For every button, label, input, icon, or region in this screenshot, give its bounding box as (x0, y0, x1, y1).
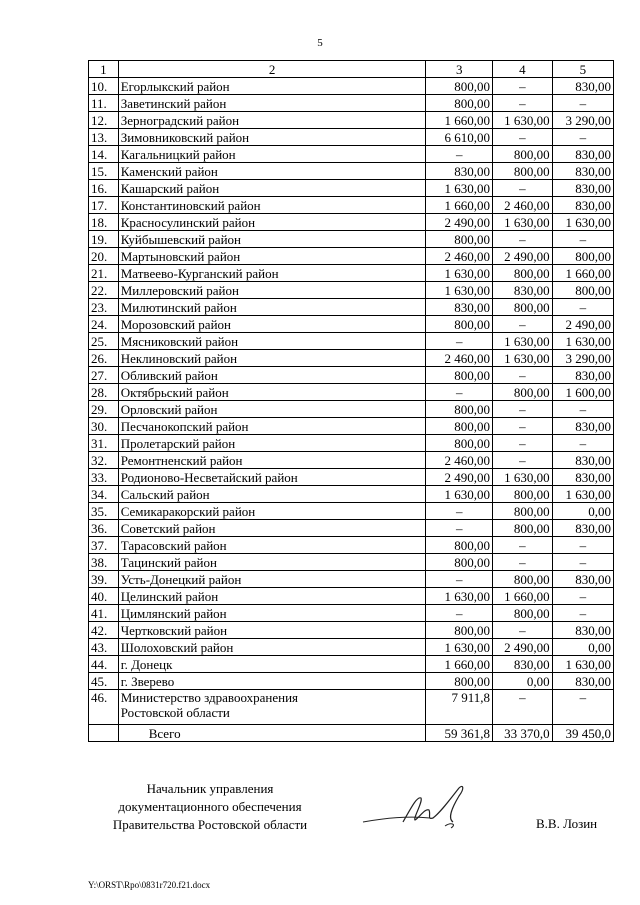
row-number-cell: 16. (89, 180, 119, 197)
column-5-value: 800,00 (552, 248, 613, 265)
district-name-cell: Сальский район (118, 486, 426, 503)
column-4-value: 1 630,00 (493, 350, 553, 367)
district-name-cell: Неклиновский район (118, 350, 426, 367)
header-cell: 2 (118, 61, 426, 78)
table-row (89, 486, 614, 503)
column-5-value: 2 490,00 (552, 316, 613, 333)
signatory-title-line: Начальник управления (146, 781, 274, 796)
empty-cell (89, 725, 119, 742)
column-5-value: 830,00 (552, 418, 613, 435)
district-name-cell: г. Зверево (118, 673, 426, 690)
row-number-cell: 37. (89, 537, 119, 554)
table-row (89, 469, 614, 486)
table-row (89, 605, 614, 622)
table-row (89, 401, 614, 418)
header-cell: 1 (89, 61, 119, 78)
total-label: Всего (118, 725, 426, 742)
district-name-cell: Песчанокопский район (118, 418, 426, 435)
row-number-cell: 44. (89, 656, 119, 673)
column-4-value: 800,00 (493, 503, 553, 520)
table-row (89, 418, 614, 435)
row-number-cell: 10. (89, 78, 119, 95)
table-row (89, 112, 614, 129)
row-number-cell: 32. (89, 452, 119, 469)
row-number-cell: 12. (89, 112, 119, 129)
table-row (89, 367, 614, 384)
column-5-value: 800,00 (552, 282, 613, 299)
column-4-value: 800,00 (493, 486, 553, 503)
column-5-value: – (552, 690, 613, 725)
column-5-value: 830,00 (552, 163, 613, 180)
column-4-value: – (493, 435, 553, 452)
row-number-cell: 15. (89, 163, 119, 180)
column-3-value: 800,00 (426, 435, 493, 452)
column-3-value: 1 660,00 (426, 656, 493, 673)
row-number-cell: 46. (89, 690, 119, 725)
row-number-cell: 20. (89, 248, 119, 265)
column-4-value: 1 630,00 (493, 469, 553, 486)
column-4-value: 800,00 (493, 384, 553, 401)
row-number-cell: 31. (89, 435, 119, 452)
table-row (89, 95, 614, 112)
column-4-value: – (493, 690, 553, 725)
column-3-value: 800,00 (426, 673, 493, 690)
column-5-value: – (552, 95, 613, 112)
column-3-value: 800,00 (426, 231, 493, 248)
column-4-value: 1 630,00 (493, 214, 553, 231)
signatory-title-line: документационного обеспечения (118, 799, 302, 814)
table-row (89, 231, 614, 248)
district-name-cell: Мясниковский район (118, 333, 426, 350)
table-row (89, 673, 614, 690)
column-4-value: 800,00 (493, 299, 553, 316)
column-3-value: 830,00 (426, 163, 493, 180)
district-name-cell: Советский район (118, 520, 426, 537)
total-column-5: 39 450,0 (552, 725, 613, 742)
district-name-cell: Егорлыкский район (118, 78, 426, 95)
column-4-value: – (493, 418, 553, 435)
column-4-value: 1 630,00 (493, 112, 553, 129)
row-number-cell: 23. (89, 299, 119, 316)
column-4-value: 0,00 (493, 673, 553, 690)
column-4-value: 830,00 (493, 656, 553, 673)
row-number-cell: 29. (89, 401, 119, 418)
column-5-value: 830,00 (552, 367, 613, 384)
column-4-value: – (493, 537, 553, 554)
total-row (89, 725, 614, 742)
district-name-cell: Шолоховский район (118, 639, 426, 656)
row-number-cell: 40. (89, 588, 119, 605)
table-row (89, 384, 614, 401)
row-number-cell: 45. (89, 673, 119, 690)
column-5-value: 830,00 (552, 146, 613, 163)
district-name-cell: Кашарский район (118, 180, 426, 197)
table-row (89, 690, 614, 725)
file-path: Y:\ORST\Rpo\0831r720.f21.docx (88, 880, 211, 890)
column-4-value: 830,00 (493, 282, 553, 299)
district-name-cell: Октябрьский район (118, 384, 426, 401)
column-3-value: 2 460,00 (426, 248, 493, 265)
district-name-cell: Зимовниковский район (118, 129, 426, 146)
column-3-value: 1 630,00 (426, 265, 493, 282)
table-row (89, 452, 614, 469)
district-name-cell: Куйбышевский район (118, 231, 426, 248)
district-name-cell: г. Донецк (118, 656, 426, 673)
district-name-cell: Орловский район (118, 401, 426, 418)
column-5-value: 830,00 (552, 673, 613, 690)
column-3-value: 800,00 (426, 401, 493, 418)
column-3-value: – (426, 520, 493, 537)
row-number-cell: 11. (89, 95, 119, 112)
column-5-value: 830,00 (552, 78, 613, 95)
column-3-value: 2 460,00 (426, 350, 493, 367)
column-3-value: – (426, 333, 493, 350)
column-4-value: 2 490,00 (493, 639, 553, 656)
table-row (89, 350, 614, 367)
district-name-cell: Миллеровский район (118, 282, 426, 299)
column-4-value: – (493, 129, 553, 146)
row-number-cell: 30. (89, 418, 119, 435)
column-4-value: 800,00 (493, 571, 553, 588)
district-name-cell: Константиновский район (118, 197, 426, 214)
column-4-value: 1 660,00 (493, 588, 553, 605)
table-row (89, 588, 614, 605)
district-name-cell: Мартыновский район (118, 248, 426, 265)
table-row (89, 622, 614, 639)
column-3-value: 800,00 (426, 95, 493, 112)
district-name-cell: Кагальницкий район (118, 146, 426, 163)
column-3-value: – (426, 146, 493, 163)
column-4-value: 800,00 (493, 146, 553, 163)
district-name-cell: Каменский район (118, 163, 426, 180)
row-number-cell: 21. (89, 265, 119, 282)
district-name-cell: Красносулинский район (118, 214, 426, 231)
district-name-cell: Обливский район (118, 367, 426, 384)
column-5-value: – (552, 605, 613, 622)
district-name-cell: Ремонтненский район (118, 452, 426, 469)
district-name-cell: Матвеево-Курганский район (118, 265, 426, 282)
table-row (89, 214, 614, 231)
column-4-value: – (493, 367, 553, 384)
table-row (89, 520, 614, 537)
column-3-value: 1 630,00 (426, 282, 493, 299)
row-number-cell: 22. (89, 282, 119, 299)
table-row (89, 537, 614, 554)
district-name-cell: Усть-Донецкий район (118, 571, 426, 588)
page-number: 5 (317, 37, 323, 49)
column-3-value: 830,00 (426, 299, 493, 316)
row-number-cell: 41. (89, 605, 119, 622)
column-5-value: 1 630,00 (552, 656, 613, 673)
column-5-value: 830,00 (552, 571, 613, 588)
column-4-value: – (493, 78, 553, 95)
table-row (89, 146, 614, 163)
table-row (89, 503, 614, 520)
column-5-value: 1 630,00 (552, 333, 613, 350)
district-name-cell: Тацинский район (118, 554, 426, 571)
column-3-value: 800,00 (426, 78, 493, 95)
column-3-value: 1 630,00 (426, 588, 493, 605)
district-name-cell: Пролетарский район (118, 435, 426, 452)
column-5-value: 1 630,00 (552, 214, 613, 231)
table-row (89, 248, 614, 265)
district-name-cell: Тарасовский район (118, 537, 426, 554)
district-name-cell: Морозовский район (118, 316, 426, 333)
row-number-cell: 13. (89, 129, 119, 146)
signatory-title (90, 780, 330, 834)
column-5-value: 3 290,00 (552, 112, 613, 129)
row-number-cell: 28. (89, 384, 119, 401)
column-3-value: 800,00 (426, 418, 493, 435)
column-5-value: 1 660,00 (552, 265, 613, 282)
district-name-cell: Заветинский район (118, 95, 426, 112)
row-number-cell: 34. (89, 486, 119, 503)
row-number-cell: 25. (89, 333, 119, 350)
column-3-value: 800,00 (426, 316, 493, 333)
column-5-value: – (552, 435, 613, 452)
column-4-value: – (493, 231, 553, 248)
column-4-value: 800,00 (493, 520, 553, 537)
table-row (89, 163, 614, 180)
column-3-value: – (426, 503, 493, 520)
district-name-cell: Целинский район (118, 588, 426, 605)
allocation-table (88, 60, 614, 742)
row-number-cell: 39. (89, 571, 119, 588)
column-5-value: 830,00 (552, 520, 613, 537)
column-3-value: 1 630,00 (426, 639, 493, 656)
column-3-value: 6 610,00 (426, 129, 493, 146)
handwritten-signature (355, 778, 485, 834)
row-number-cell: 42. (89, 622, 119, 639)
row-number-cell: 43. (89, 639, 119, 656)
column-4-value: – (493, 180, 553, 197)
column-4-value: 800,00 (493, 265, 553, 282)
table-row (89, 78, 614, 95)
column-5-value: 1 630,00 (552, 486, 613, 503)
table-row (89, 299, 614, 316)
table-row (89, 333, 614, 350)
column-5-value: – (552, 129, 613, 146)
column-4-value: 1 630,00 (493, 333, 553, 350)
column-5-value: – (552, 554, 613, 571)
district-name-cell: Родионово-Несветайский район (118, 469, 426, 486)
column-4-value: – (493, 316, 553, 333)
row-number-cell: 33. (89, 469, 119, 486)
row-number-cell: 14. (89, 146, 119, 163)
table-row (89, 571, 614, 588)
column-3-value: 800,00 (426, 554, 493, 571)
column-3-value: 1 660,00 (426, 112, 493, 129)
column-3-value: 1 660,00 (426, 197, 493, 214)
table-row (89, 282, 614, 299)
table-row (89, 639, 614, 656)
signatory-title-line: Правительства Ростовской области (112, 817, 308, 832)
table-row (89, 265, 614, 282)
district-name-cell: Цимлянский район (118, 605, 426, 622)
row-number-cell: 35. (89, 503, 119, 520)
column-3-value: 2 490,00 (426, 214, 493, 231)
table-header-row (89, 61, 614, 78)
table-row (89, 435, 614, 452)
column-3-value: – (426, 384, 493, 401)
district-name-cell: Зерноградский район (118, 112, 426, 129)
table-row (89, 554, 614, 571)
column-5-value: – (552, 299, 613, 316)
header-cell: 4 (493, 61, 553, 78)
column-5-value: – (552, 401, 613, 418)
column-5-value: 830,00 (552, 469, 613, 486)
row-number-cell: 38. (89, 554, 119, 571)
table-row (89, 197, 614, 214)
column-4-value: 800,00 (493, 605, 553, 622)
column-3-value: 1 630,00 (426, 180, 493, 197)
district-name-cell: Чертковский район (118, 622, 426, 639)
column-5-value: 830,00 (552, 452, 613, 469)
column-3-value: – (426, 605, 493, 622)
column-4-value: 2 490,00 (493, 248, 553, 265)
table-row (89, 656, 614, 673)
column-5-value: 0,00 (552, 639, 613, 656)
column-4-value: – (493, 452, 553, 469)
column-4-value: – (493, 554, 553, 571)
column-5-value: 0,00 (552, 503, 613, 520)
column-3-value: 800,00 (426, 537, 493, 554)
header-cell: 5 (552, 61, 613, 78)
signatory-name: В.В. Лозин (536, 816, 598, 831)
table-row (89, 316, 614, 333)
column-3-value: 800,00 (426, 367, 493, 384)
column-5-value: – (552, 537, 613, 554)
table-row (89, 129, 614, 146)
column-4-value: – (493, 401, 553, 418)
row-number-cell: 36. (89, 520, 119, 537)
column-5-value: – (552, 588, 613, 605)
total-column-3: 59 361,8 (426, 725, 493, 742)
district-name-cell: Милютинский район (118, 299, 426, 316)
column-3-value: 2 460,00 (426, 452, 493, 469)
row-number-cell: 19. (89, 231, 119, 248)
row-number-cell: 18. (89, 214, 119, 231)
column-4-value: 800,00 (493, 163, 553, 180)
table-row (89, 180, 614, 197)
column-5-value: 1 600,00 (552, 384, 613, 401)
column-4-value: – (493, 95, 553, 112)
column-3-value: 7 911,8 (426, 690, 493, 725)
column-4-value: – (493, 622, 553, 639)
column-5-value: – (552, 231, 613, 248)
column-3-value: 2 490,00 (426, 469, 493, 486)
row-number-cell: 27. (89, 367, 119, 384)
column-3-value: 800,00 (426, 622, 493, 639)
column-5-value: 830,00 (552, 180, 613, 197)
header-cell: 3 (426, 61, 493, 78)
column-3-value: 1 630,00 (426, 486, 493, 503)
column-5-value: 3 290,00 (552, 350, 613, 367)
column-5-value: 830,00 (552, 622, 613, 639)
district-name-cell: Министерство здравоохранения Ростовской области (118, 690, 426, 725)
row-number-cell: 17. (89, 197, 119, 214)
district-name-cell: Семикаракорский район (118, 503, 426, 520)
row-number-cell: 26. (89, 350, 119, 367)
total-column-4: 33 370,0 (493, 725, 553, 742)
column-3-value: – (426, 571, 493, 588)
row-number-cell: 24. (89, 316, 119, 333)
column-5-value: 830,00 (552, 197, 613, 214)
column-4-value: 2 460,00 (493, 197, 553, 214)
